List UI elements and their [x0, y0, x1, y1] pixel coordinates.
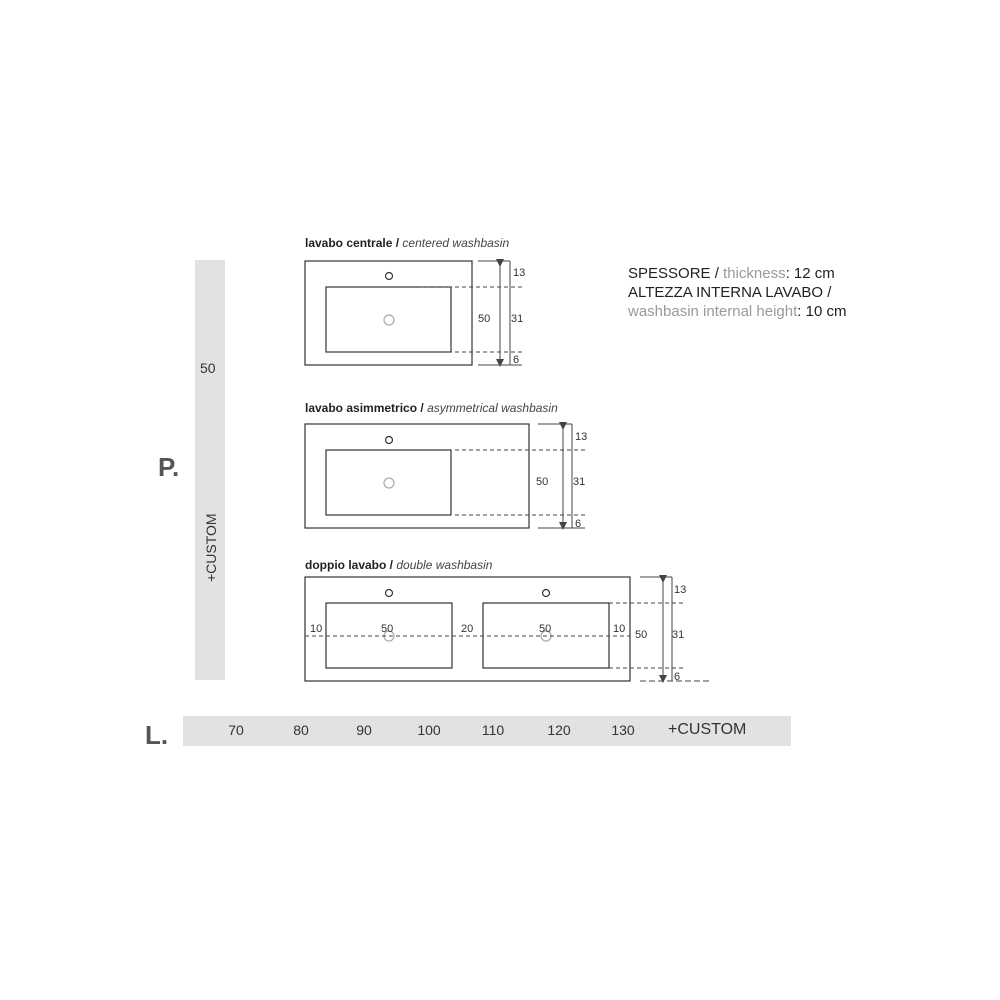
double-dim-top: 13	[674, 584, 687, 596]
double-dim-bottom: 6	[674, 671, 681, 683]
asymmetrical-title-it: lavabo asimmetrico /	[305, 401, 424, 415]
centered-dim-top: 13	[513, 267, 526, 279]
length-value-100: 100	[417, 722, 441, 738]
spec-thickness-value: : 12 cm	[785, 265, 835, 282]
asymmetrical-top-outline	[305, 424, 529, 528]
centered-dim-bottom: 6	[513, 354, 520, 366]
double-tap-hole-1	[386, 590, 393, 597]
centered-title-en: centered washbasin	[402, 236, 510, 250]
depth-custom-label: +CUSTOM	[203, 513, 219, 582]
double-dim-basin2: 50	[539, 623, 552, 635]
spec-thickness-it: SPESSORE /	[628, 265, 719, 282]
length-value-120: 120	[547, 722, 571, 738]
centered-dim-depth: 50	[478, 313, 491, 325]
centered-dim-inner: 31	[511, 313, 524, 325]
depth-value: 50	[200, 360, 216, 376]
spec-height-it: ALTEZZA INTERNA LAVABO /	[628, 284, 832, 301]
length-value-80: 80	[293, 722, 309, 738]
centered-basin	[326, 287, 451, 352]
asymmetrical-dim-depth: 50	[536, 476, 549, 488]
depth-axis-letter: P.	[158, 452, 180, 482]
asymmetrical-title-en: asymmetrical washbasin	[427, 401, 558, 415]
centered-diagram	[305, 261, 525, 366]
spec-height-en: washbasin internal height	[628, 303, 798, 320]
double-title-it: doppio lavabo /	[305, 558, 394, 572]
double-dim-basin1: 50	[381, 623, 394, 635]
length-axis-letter: L.	[145, 720, 169, 750]
double-diagram	[305, 577, 710, 683]
double-dim-depth: 50	[635, 629, 648, 641]
double-title-en: double washbasin	[396, 558, 493, 572]
length-custom-label: +CUSTOM	[668, 721, 747, 738]
asymmetrical-basin	[326, 450, 451, 515]
asymmetrical-diagram	[305, 424, 587, 530]
asymmetrical-tap-hole	[386, 437, 393, 444]
length-value-70: 70	[228, 722, 244, 738]
double-tap-hole-2	[543, 590, 550, 597]
centered-title-it: lavabo centrale /	[305, 236, 400, 250]
double-dim-left: 10	[310, 623, 323, 635]
asymmetrical-drain	[384, 478, 394, 488]
asymmetrical-dim-bottom: 6	[575, 518, 582, 530]
spec-thickness-en: thickness	[723, 265, 786, 282]
spec-height-value: : 10 cm	[797, 303, 847, 320]
length-value-90: 90	[356, 722, 372, 738]
asymmetrical-dim-inner: 31	[573, 476, 586, 488]
length-value-130: 130	[611, 722, 635, 738]
centered-drain	[384, 315, 394, 325]
double-dim-right: 10	[613, 623, 626, 635]
centered-tap-hole	[386, 273, 393, 280]
double-dim-inner: 31	[672, 629, 685, 641]
asymmetrical-dim-top: 13	[575, 431, 588, 443]
length-value-110: 110	[481, 722, 505, 738]
centered-top-outline	[305, 261, 472, 365]
double-dim-gap: 20	[461, 623, 474, 635]
